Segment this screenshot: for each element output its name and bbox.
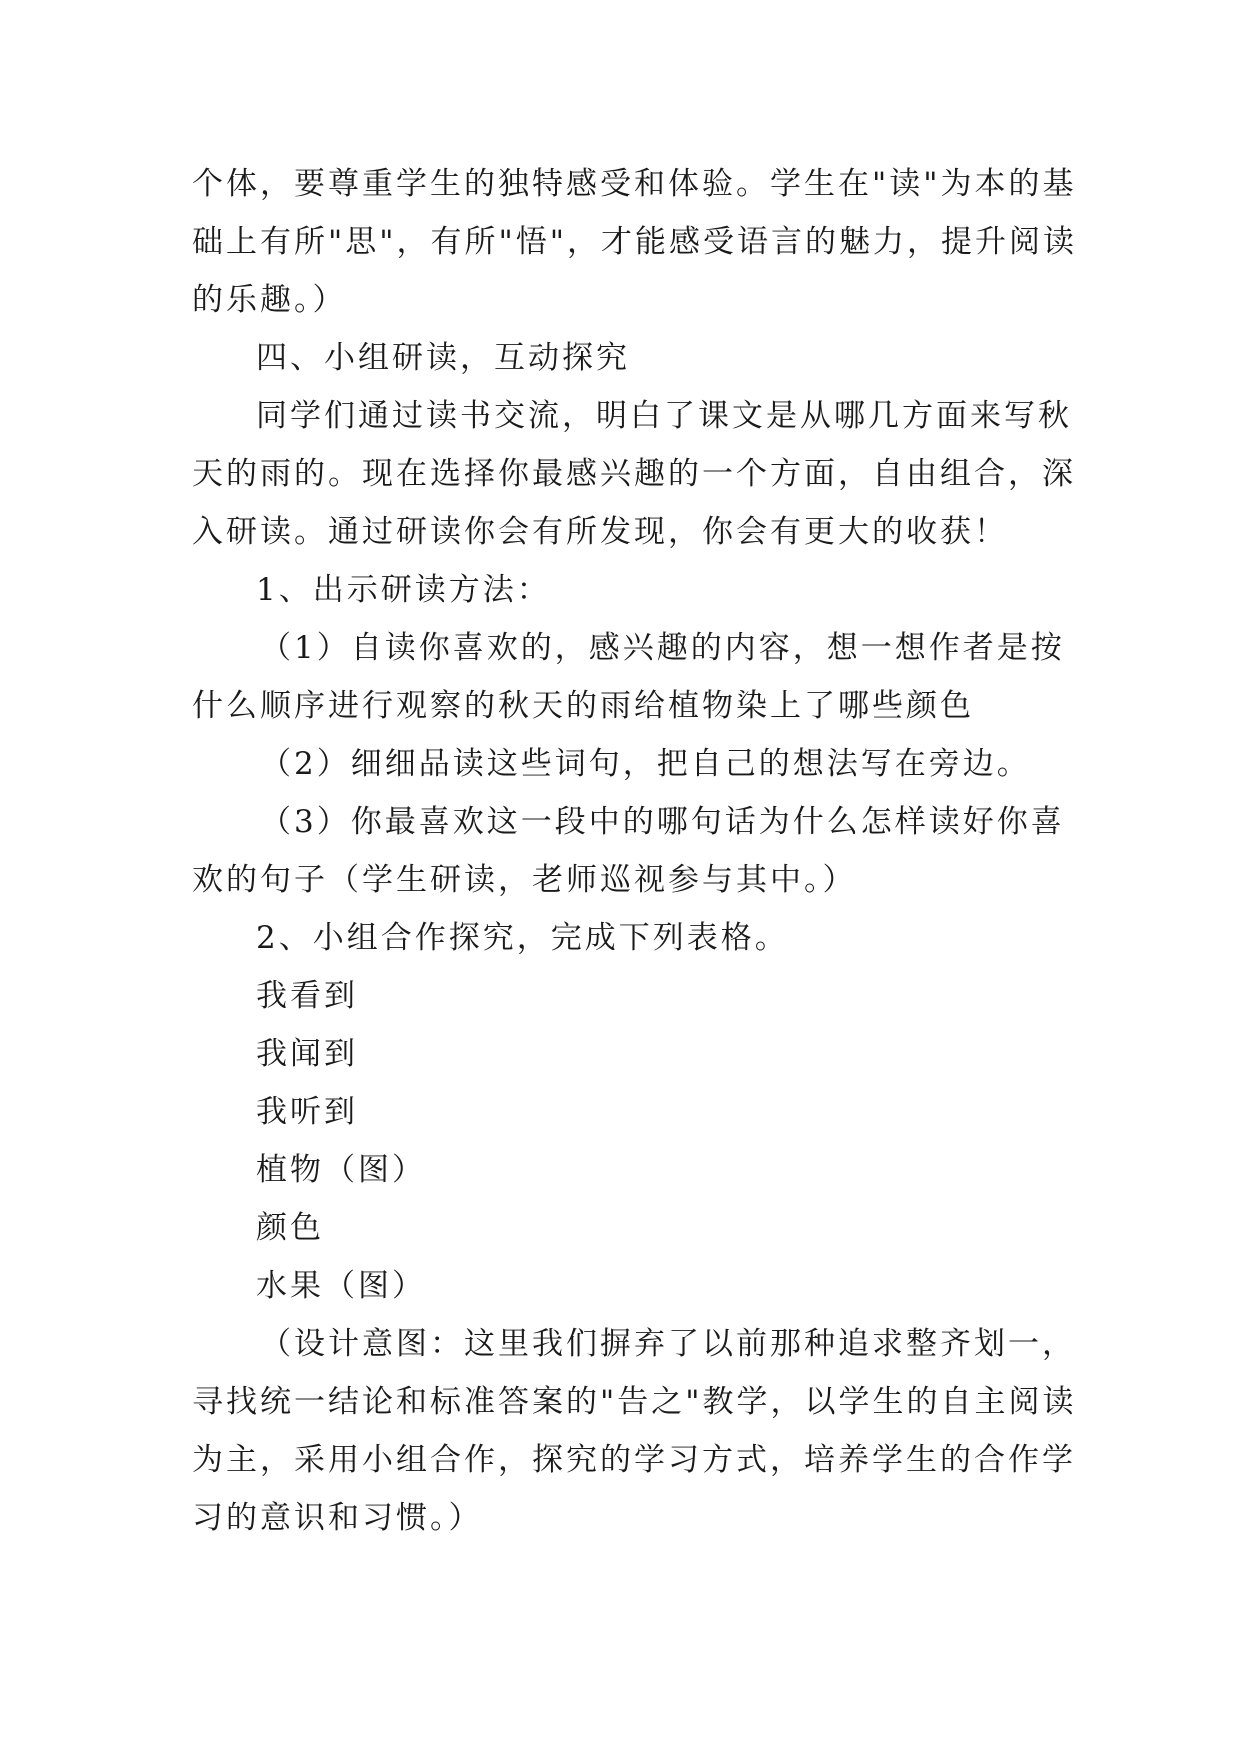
- text-line-continuation: 天的雨的。现在选择你最感兴趣的一个方面，自由组合，深: [192, 456, 1076, 492]
- text-line-continuation: 欢的句子（学生研读，老师巡视参与其中。）: [192, 862, 857, 898]
- text-line-continuation: 为主，采用小组合作，探究的学习方式，培养学生的合作学: [192, 1442, 1076, 1478]
- body-text: [192, 155, 1078, 1547]
- text-line-continuation: 个体，要尊重学生的独特感受和体验。学生在"读"为本的基: [192, 166, 1077, 202]
- text-line-continuation: 什么顺序进行观察的秋天的雨给植物染上了哪些颜色: [192, 688, 974, 724]
- text-line-continuation: 入研读。通过研读你会有所发现，你会有更大的收获！: [192, 514, 1008, 550]
- paragraph-start: 同学们通过读书交流，明白了课文是从哪几方面来写秋: [256, 398, 1072, 434]
- table-cell-label: 我听到: [256, 1094, 358, 1130]
- table-cell-label: 我闻到: [256, 1036, 358, 1072]
- list-item: （2）细细品读这些词句，把自己的想法写在旁边。: [260, 746, 1031, 782]
- text-line-continuation: 寻找统一结论和标准答案的"告之"教学，以学生的自主阅读: [192, 1384, 1077, 1420]
- list-item: （3）你最喜欢这一段中的哪句话为什么怎样读好你喜: [260, 804, 1065, 840]
- section-heading: 四、小组研读，互动探究: [256, 340, 630, 376]
- design-note-start: （设计意图：这里我们摒弃了以前那种追求整齐划一，: [260, 1326, 1076, 1362]
- text-line-continuation: 础上有所"思"，有所"悟"，才能感受语言的魅力，提升阅读: [192, 224, 1078, 260]
- text-line-continuation: 的乐趣。）: [192, 282, 347, 318]
- list-heading: 1、出示研读方法：: [256, 572, 551, 608]
- table-cell-label: 我看到: [256, 978, 358, 1014]
- text-line-continuation: 习的意识和习惯。）: [192, 1500, 483, 1536]
- table-cell-label: 水果（图）: [256, 1268, 426, 1304]
- list-item: （1）自读你喜欢的，感兴趣的内容，想一想作者是按: [260, 630, 1065, 666]
- table-cell-label: 颜色: [256, 1210, 324, 1246]
- list-heading: 2、小组合作探究，完成下列表格。: [256, 920, 789, 956]
- table-cell-label: 植物（图）: [256, 1152, 426, 1188]
